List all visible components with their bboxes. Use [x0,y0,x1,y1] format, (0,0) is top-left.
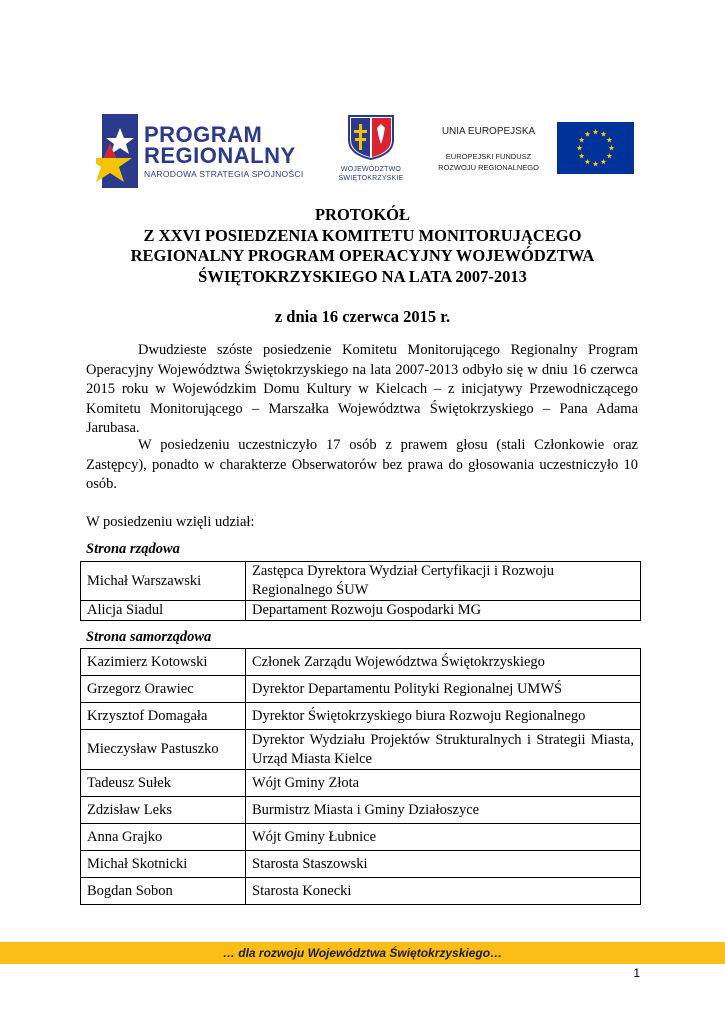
member-name: Kazimierz Kotowski [81,649,246,676]
participants-paragraph: W posiedzeniu uczestniczyło 17 osób z prawem głosu (stali Członkowie oraz Zastępcy), ponadto w charakterze Obserwatorów bez prawa do głosowania uczestniczyło 10 osób. [86,437,638,492]
wojewodztwo-logo [336,114,406,186]
title-line: PROTOKÓŁ [314,205,411,224]
member-name: Michał Skotnicki [81,851,246,878]
wojewodztwo-crest-icon [345,114,397,160]
table-row [81,851,641,878]
member-role: Dyrektor Świętokrzyskiego biura Rozwoju Regionalnego [246,703,641,730]
document-date: z dnia 16 czerwca 2015 r. [274,307,451,326]
title-line: ŚWIĘTOKRZYSKIEGO NA LATA 2007-2013 [198,266,527,286]
table-row [81,601,641,621]
attendance-intro: W posiedzeniu wzięli udział: [86,514,255,530]
table-row [81,676,641,703]
member-name: Zdzisław Leks [81,797,246,824]
member-role: Starosta Konecki [246,878,641,905]
local-government-members-table [80,648,641,905]
table-row [81,824,641,851]
section-heading-government: Strona rządowa [86,541,180,557]
title-line: Z XXVI POSIEDZENIA KOMITETU MONITORUJĄCEGO [143,225,582,245]
eu-flag-icon [557,122,634,174]
ue-fund-line1: EUROPEJSKI FUNDUSZ [445,152,532,161]
ue-title: UNIA EUROPEJSKA [441,126,536,137]
member-name: Michał Warszawski [81,562,246,601]
table-row [81,797,641,824]
table-row [81,562,641,601]
program-title-line2: REGIONALNY [144,143,296,168]
member-role: Zastępca Dyrektora Wydział Certyfikacji i Rozwoju Regionalnego ŚUW [246,562,641,601]
program-title-line1: PROGRAM [144,122,263,147]
member-role: Członek Zarządu Województwa Świętokrzyskiego [246,649,641,676]
member-name: Krzysztof Domagała [81,703,246,730]
table-row [81,703,641,730]
member-role: Wójt Gminy Łubnice [246,824,641,851]
member-role: Burmistrz Miasta i Gminy Działoszyce [246,797,641,824]
wojewodztwo-caption-line2: ŚWIĘTOKRZYSKIE [338,175,404,182]
government-members-table [80,561,641,621]
table-row [81,770,641,797]
intro-paragraph: Dwudzieste szóste posiedzenie Komitetu Monitorującego Regionalny Program Operacyjny Województwa Świętokrzyskiego na lata 2007-2013 odbyło się w dniu 16 czerwca 2015 roku w Wojewódzkim Domu Kultury w Kielcach – z inicjatywy Przewodniczącego Komitetu Monitorującego – Marszałka Województwa Świętokrzyskiego – Pana Adama Jarubasa. [86,342,638,436]
table-row [81,649,641,676]
member-name: Mieczysław Pastuszko [81,730,246,770]
table-row [81,730,641,770]
member-name: Alicja Siadul [81,601,246,621]
program-regionalny-logo [96,112,311,188]
unia-europejska-logo [426,122,636,186]
member-role: Departament Rozwoju Gospodarki MG [246,601,641,621]
member-name: Tadeusz Sułek [81,770,246,797]
program-regionalny-star-icon [96,114,138,188]
page-number: 1 [633,966,640,980]
member-role: Dyrektor Wydziału Projektów Strukturalnych i Strategii Miasta, Urząd Miasta Kielce [246,730,641,770]
header-logos [96,112,636,192]
section-heading-local-government: Strona samorządowa [86,629,212,645]
member-role: Dyrektor Departamentu Polityki Regionalnej UMWŚ [246,676,641,703]
title-line: REGIONALNY PROGRAM OPERACYJNY WOJEWÓDZTWA [130,246,595,265]
table-row [81,878,641,905]
footer-slogan: … dla rozwoju Województwa Świętokrzyskiego… [222,946,503,960]
member-name: Bogdan Sobon [81,878,246,905]
member-role: Wójt Gminy Złota [246,770,641,797]
wojewodztwo-caption-line1: WOJEWÓDZTWO [340,166,402,173]
member-name: Grzegorz Orawiec [81,676,246,703]
program-subtitle: NARODOWA STRATEGIA SPÓJNOŚCI [144,169,304,179]
member-role: Starosta Staszowski [246,851,641,878]
member-name: Anna Grajko [81,824,246,851]
document-title [80,205,645,287]
ue-fund-line2: ROZWOJU REGIONALNEGO [438,163,539,172]
